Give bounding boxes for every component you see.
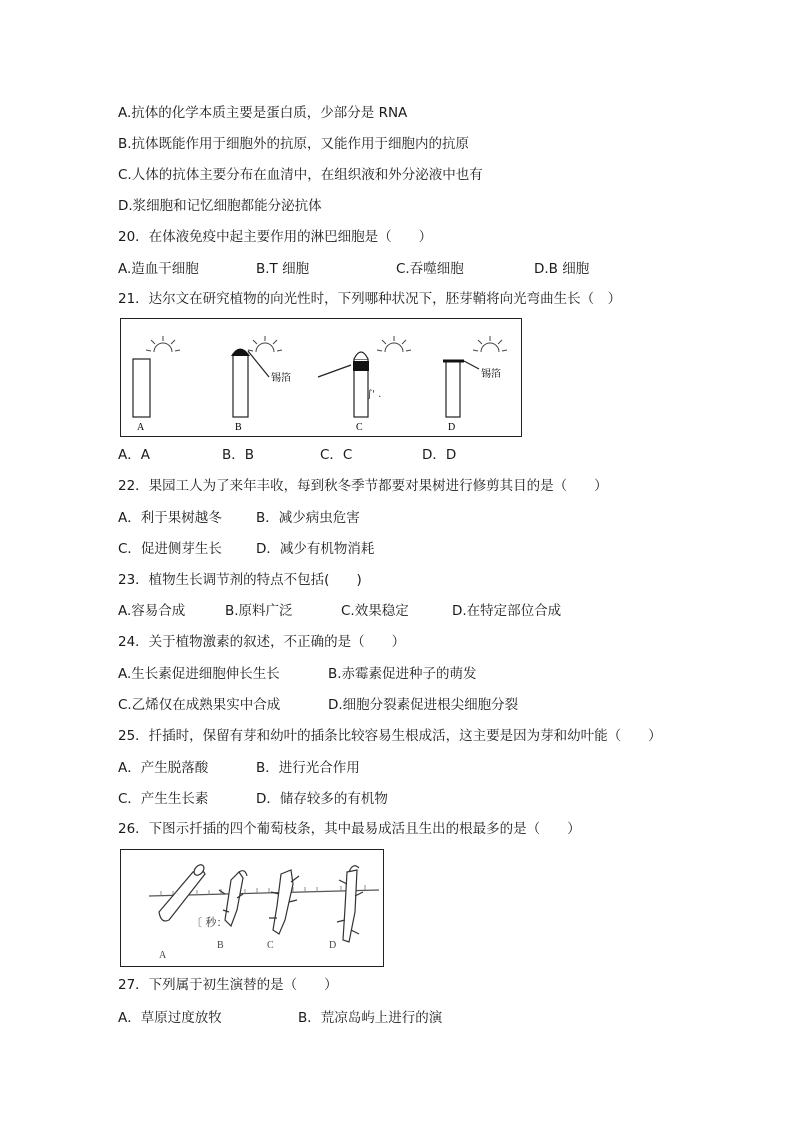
q24-stem: 24．关于植物激素的叙述，不正确的是（ ）: [118, 634, 406, 650]
fig26-label-d: D: [329, 940, 337, 951]
q23-option-d: D.在特定部位合成: [452, 603, 562, 619]
q21-stem: 21．达尔文在研究植物的向光性时，下列哪种状况下，胚芽鞘将向光弯曲生长（ ）: [118, 291, 622, 307]
stray-mark: ∫' .: [367, 389, 382, 400]
q21-figure: [120, 318, 522, 437]
q25-option-c: C．产生生长素: [118, 791, 209, 807]
foil-cap-b: [231, 349, 250, 357]
q20-option-d: D.B 细胞: [534, 261, 590, 277]
q22-stem: 22．果园工人为了来年丰收，每到秋冬季节都要对果树进行修剪其目的是（ ）: [118, 478, 608, 494]
foil-label-d: 锡箔: [481, 369, 501, 380]
foil-band-c: [353, 361, 369, 371]
fig21-label-a: A: [137, 422, 145, 433]
q27-stem: 27．下列属于初生演替的是（ ）: [118, 977, 338, 993]
q26-stem: 26．下图示扦插的四个葡萄枝条，其中最易成活且生出的根最多的是（ ）: [118, 821, 581, 837]
q19-option-d: D.浆细胞和记忆细胞都能分泌抗体: [118, 198, 322, 214]
cutting-c: [269, 870, 299, 934]
fig26-label-c: C: [267, 940, 274, 951]
q19-option-c: C.人体的抗体主要分布在血清中，在组织液和外分泌液中也有: [118, 167, 483, 183]
cutting-a: [159, 863, 206, 921]
fig21-label-c: C: [356, 422, 363, 433]
q22-option-b: B．减少病虫危害: [256, 510, 360, 526]
q25-option-a: A．产生脱落酸: [118, 760, 209, 776]
foil-label-b: 锡箔: [271, 373, 291, 384]
fig26-label-b: B: [217, 940, 224, 951]
q23-option-b: B.原料广泛: [225, 603, 293, 619]
q25-stem: 25．扦插时，保留有芽和幼叶的插条比较容易生根成活，这主要是因为芽和幼叶能（ ）: [118, 728, 662, 744]
q20-stem: 20．在体液免疫中起主要作用的淋巴细胞是（ ）: [118, 229, 433, 245]
q21-option-d: D．D: [422, 447, 457, 463]
q23-stem: 23．植物生长调节剂的特点不包括( ): [118, 572, 362, 588]
q23-option-a: A.容易合成: [118, 603, 186, 619]
q22-option-c: C．促进侧芽生长: [118, 541, 222, 557]
q27-option-b: B．荒凉岛屿上进行的演: [298, 1010, 443, 1026]
q21-option-b: B．B: [222, 447, 255, 463]
q27-option-a: A．草原过度放牧: [118, 1010, 222, 1026]
q21-option-c: C．C: [320, 447, 353, 463]
q25-option-d: D．储存较多的有机物: [256, 791, 388, 807]
q22-option-d: D．减少有机物消耗: [256, 541, 375, 557]
coleoptile-d: [446, 361, 460, 417]
fig21-label-d: D: [448, 422, 456, 433]
sun-icon: [377, 336, 411, 352]
q23-option-c: C.效果稳定: [341, 603, 409, 619]
q22-option-a: A．利于果树越冬: [118, 510, 222, 526]
coleoptile-a: [133, 359, 150, 417]
sun-icon: [146, 336, 180, 352]
fig21-label-b: B: [235, 422, 242, 433]
sun-icon: [248, 336, 282, 352]
q21-option-a: A．A: [118, 447, 150, 463]
coleoptile-b: [233, 354, 248, 417]
fig26-label-a: A: [159, 950, 167, 961]
q20-option-c: C.吞噬细胞: [396, 261, 464, 277]
q20-option-b: B.T 细胞: [256, 261, 310, 277]
q19-option-b: B.抗体既能作用于细胞外的抗原，又能作用于细胞内的抗原: [118, 136, 470, 152]
q24-option-d: D.细胞分裂素促进根尖细胞分裂: [328, 697, 519, 713]
q19-option-a: A.抗体的化学本质主要是蛋白质，少部分是 RNA: [118, 105, 408, 121]
q20-option-a: A.造血干细胞: [118, 261, 199, 277]
q24-option-b: B.赤霉素促进种子的萌发: [328, 666, 477, 682]
stray-mark: 〔 秒：: [191, 916, 228, 929]
q24-option-c: C.乙烯仅在成熟果实中合成: [118, 697, 281, 713]
q26-figure: [120, 849, 384, 967]
sun-icon: [473, 336, 507, 352]
cutting-d: [337, 866, 363, 942]
q24-option-a: A.生长素促进细胞伸长生长: [118, 666, 280, 682]
q25-option-b: B．进行光合作用: [256, 760, 360, 776]
